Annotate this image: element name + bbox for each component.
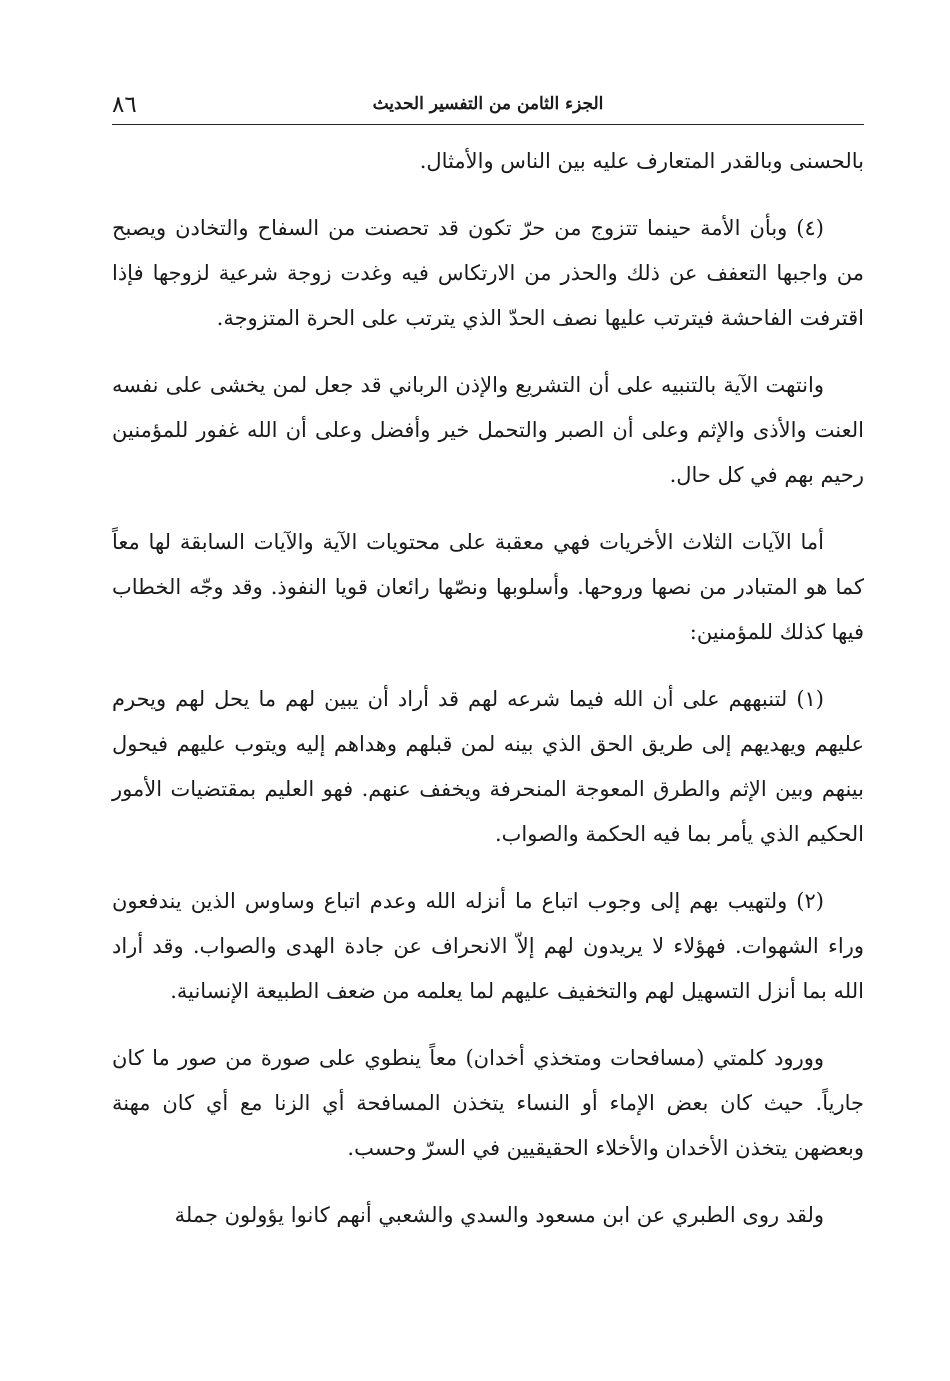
page-number: ٨٦	[112, 92, 137, 118]
running-header	[112, 88, 864, 125]
paragraph-verse-ending: وانتهت الآية بالتنبيه على أن التشريع والإذن الرباني قد جعل لمن يخشى على نفسه العنت والأذى والإثم وعلى أن الصبر والتحمل خير وأفضل وعلى أن الله غفور للمؤمنين رحيم بهم في كل حال.	[112, 373, 864, 487]
paragraph-point-4: (٤) وبأن الأمة حينما تتزوج من حرّ تكون قد تحصنت من السفاح والتخادن ويصبح من واجبها التعفف عن ذلك والحذر من الارتكاس فيه وغدت زوجة شرعية لزوجها فإذا اقترفت الفاحشة فيترتب عليها نصف الحدّ الذي يترتب على الحرة المتزوجة.	[112, 216, 864, 330]
paragraph-point-2: (٢) ولتهيب بهم إلى وجوب اتباع ما أنزله الله وعدم اتباع وساوس الذين يندفعون وراء الشهوات. فهؤلاء لا يريدون لهم إلاّ الانحراف عن جادة الهدى والصواب. وقد أراد الله بما أنزل التسهيل لهم والتخفيف عليهم لما يعلمه من ضعف الطبيعة الإنسانية.	[112, 889, 864, 1003]
paragraph-continuation: بالحسنى وبالقدر المتعارف عليه بين الناس والأمثال.	[419, 149, 864, 173]
body-text	[112, 139, 864, 1238]
document-page	[112, 88, 864, 1238]
book-title: الجزء الثامن من التفسير الحديث	[372, 94, 604, 114]
paragraph-three-verses: أما الآيات الثلاث الأخريات فهي معقبة على محتويات الآية والآيات السابقة لها معاً كما هو المتبادر من نصها وروحها. وأسلوبها ونصّها رائعان قويا النفوذ. وقد وجّه الخطاب فيها كذلك للمؤمنين:	[112, 530, 864, 644]
paragraph-tabari: ولقد روى الطبري عن ابن مسعود والسدي والشعبي أنهم كانوا يؤولون جملة	[174, 1203, 824, 1227]
paragraph-point-1: (١) لتنبههم على أن الله فيما شرعه لهم قد أراد أن يبين لهم ما يحل لهم ويحرم عليهم ويهديهم إلى طريق الحق الذي بينه لمن قبلهم وهداهم إليه ويتوب عليهم فيحول بينهم وبين الإثم والطرق المعوجة المنحرفة ويخفف عنهم. فهو العليم بمقتضيات الأمور الحكيم الذي يأمر بما فيه الحكمة والصواب.	[112, 687, 864, 846]
paragraph-two-words: وورود كلمتي (مسافحات ومتخذي أخدان) معاً ينطوي على صورة من صور ما كان جارياً. حيث كان بعض الإماء أو النساء يتخذن المسافحة أي الزنا مع أي كان مهنة وبعضهن يتخذن الأخدان والأخلاء الحقيقيين في السرّ وحسب.	[112, 1046, 864, 1160]
